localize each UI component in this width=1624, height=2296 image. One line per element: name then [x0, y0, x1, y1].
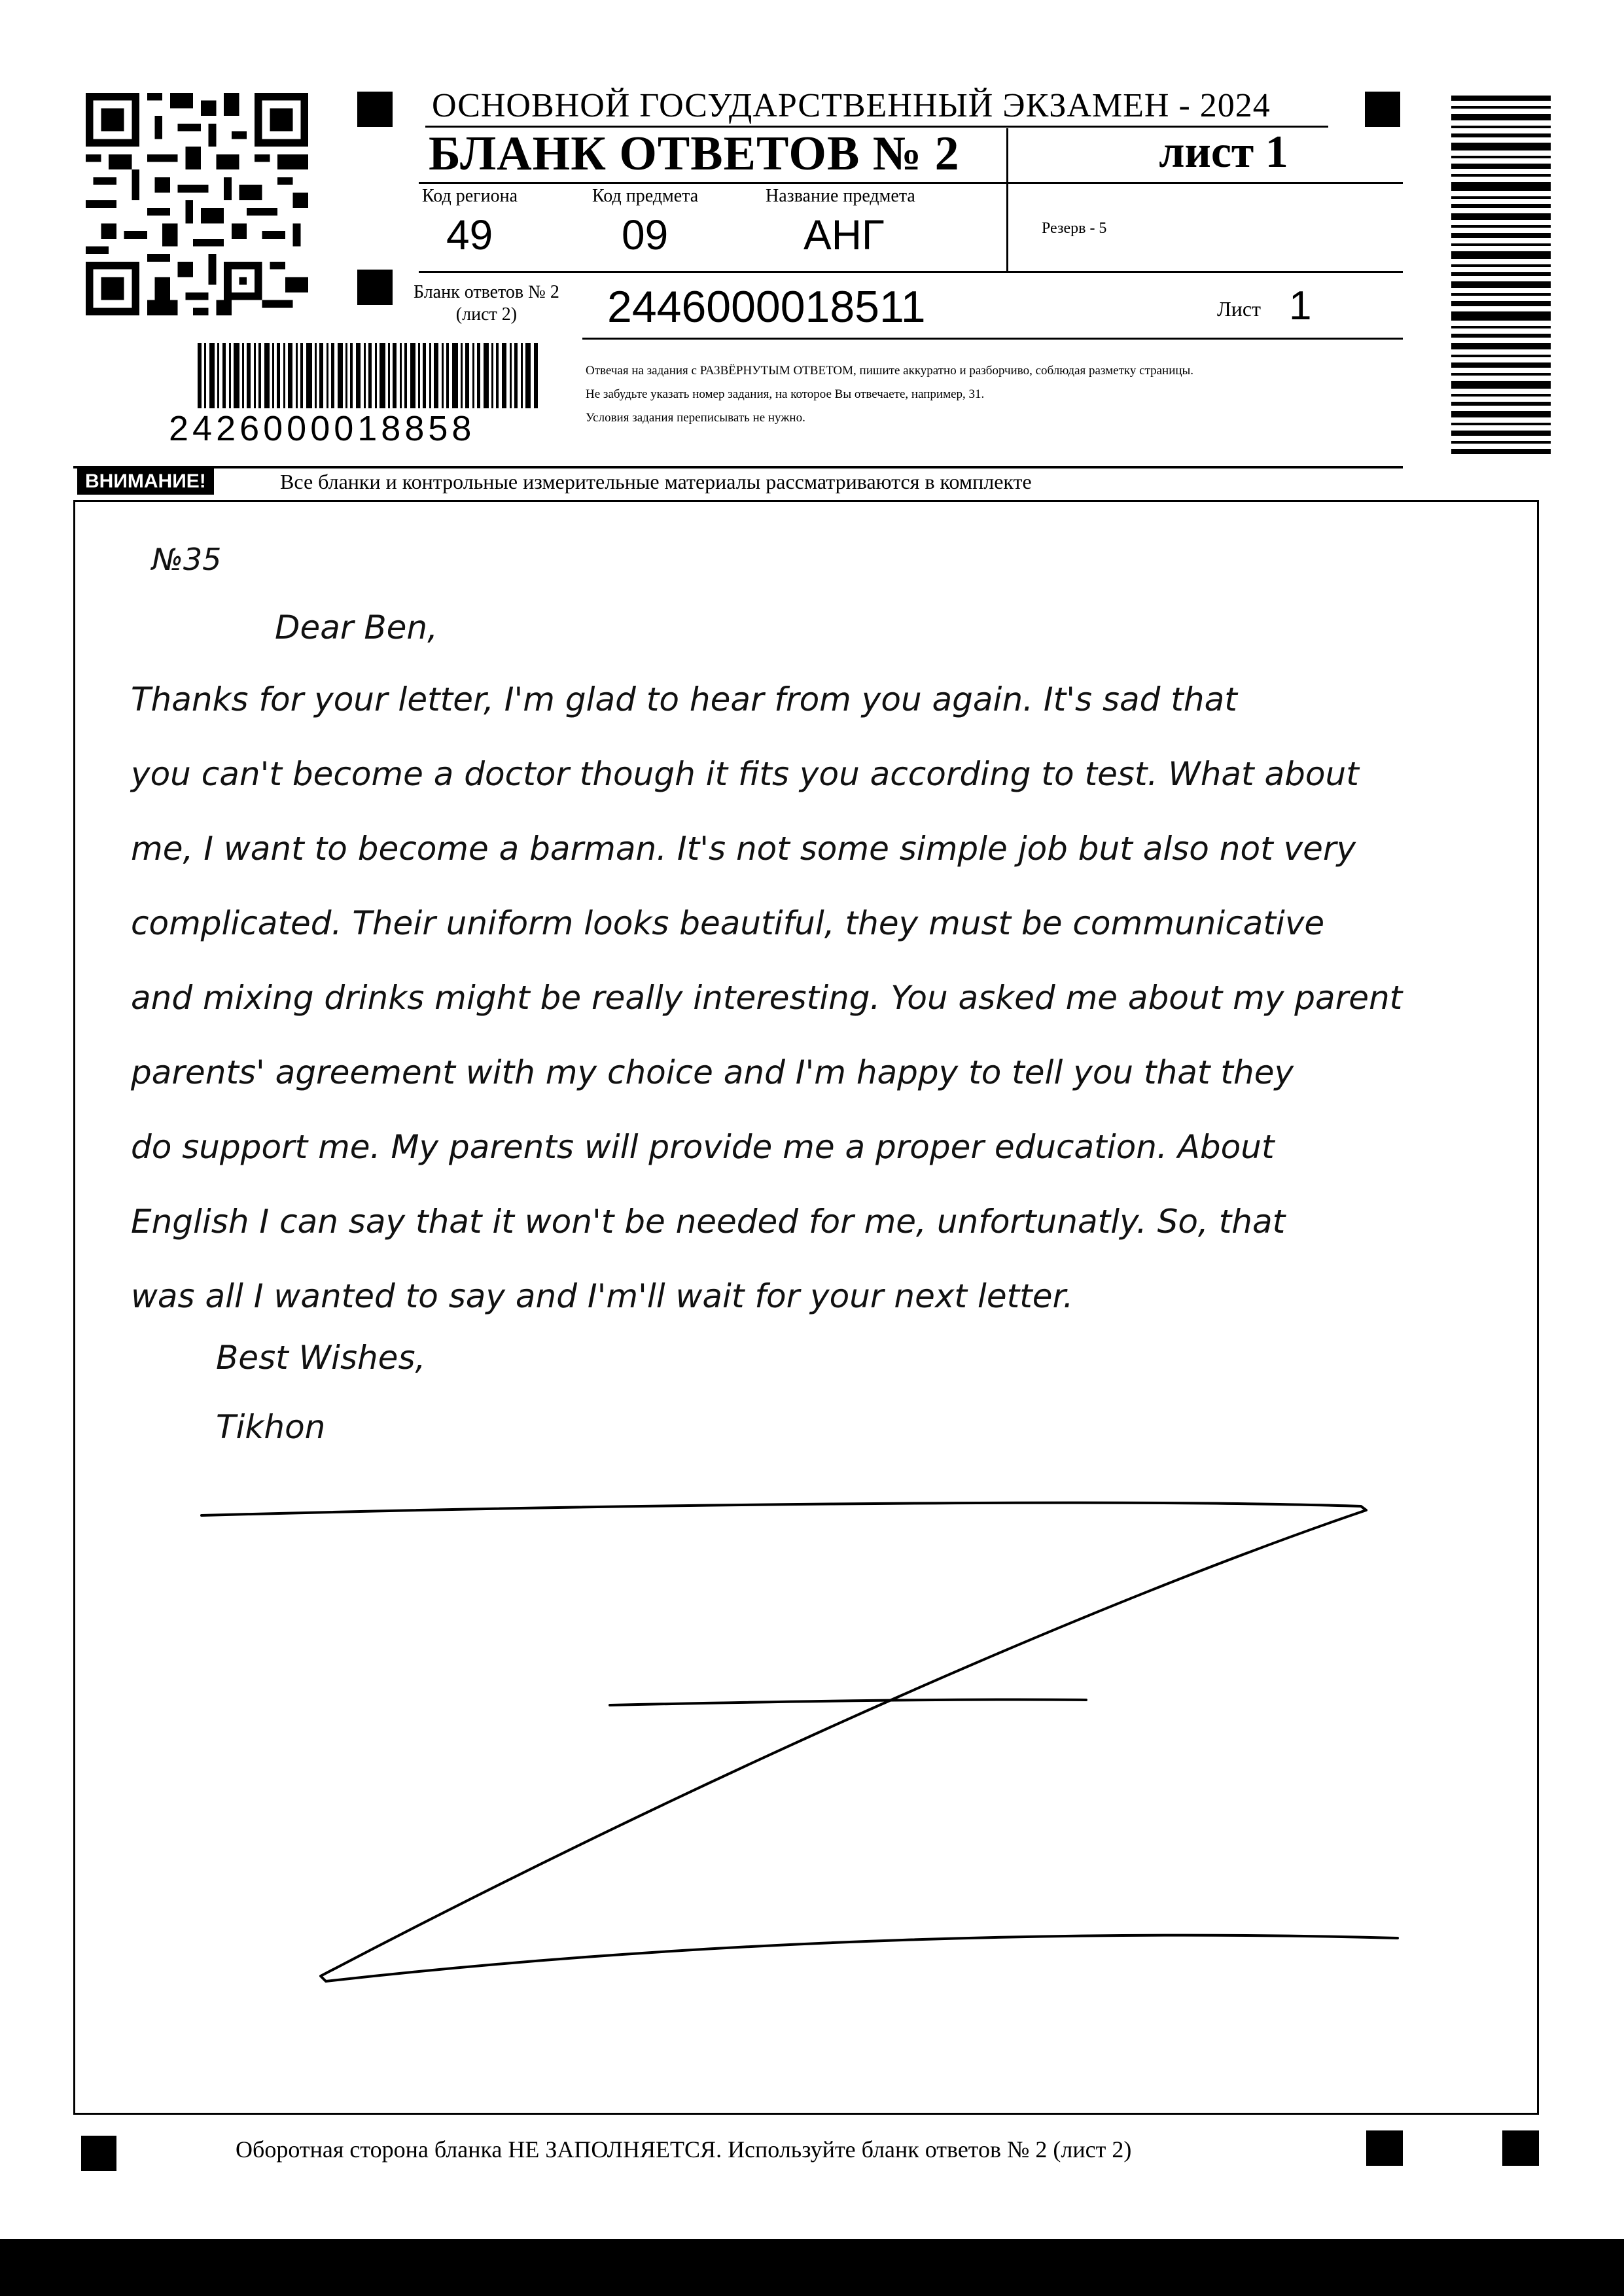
scan-border: [0, 2239, 1624, 2296]
closing: Best Wishes,: [216, 1339, 426, 1377]
subject-code-value: 09: [622, 211, 669, 258]
barcode-number: 2426000018858: [169, 409, 476, 448]
blank-label-line1: Бланк ответов № 2: [414, 282, 559, 302]
answer-line: do support me. My parents will provide me a proper education. About: [131, 1128, 1275, 1166]
greeting: Dear Ben,: [275, 609, 438, 646]
subject-name-value: АНГ: [803, 211, 885, 258]
blank-number: 2446000018511: [607, 282, 926, 332]
list-number: 1: [1289, 283, 1312, 328]
instruction-line: Не забудьте указать номер задания, на которое Вы отвечаете, например, 31.: [586, 387, 985, 401]
answer-line: was all I wanted to say and I'm'll wait for your next letter.: [131, 1277, 1074, 1315]
warning-text: Все бланки и контрольные измерительные материалы рассматриваются в комплекте: [280, 470, 1032, 493]
answer-line: complicated. Their uniform looks beautiful, they must be communicative: [131, 904, 1325, 942]
list-label: Лист: [1217, 297, 1262, 321]
form-title: БЛАНК ОТВЕТОВ № 2: [429, 127, 960, 181]
answer-line: Thanks for your letter, I'm glad to hear from you again. It's sad that: [131, 680, 1237, 718]
reserve-label: Резерв - 5: [1042, 220, 1107, 237]
instruction-line: Отвечая на задания с РАЗВЁРНУТЫМ ОТВЕТОМ, пишите аккуратно и разборчиво, соблюдая разметку страницы.: [586, 364, 1194, 378]
answer-line: me, I want to become a barman. It's not some simple job but also not very: [131, 830, 1356, 868]
task-number: №35: [152, 542, 222, 577]
answer-line: you can't become a doctor though it fits you according to test. What about: [131, 755, 1359, 793]
answer-line: parents' agreement with my choice and I'm happy to tell you that they: [131, 1053, 1294, 1091]
region-label: Код региона: [422, 186, 518, 206]
subject-name-label: Название предмета: [766, 186, 915, 206]
footer-note: Оборотная сторона бланка НЕ ЗАПОЛНЯЕТСЯ. Используйте бланк ответов № 2 (лист 2): [236, 2136, 1132, 2163]
instruction-line: Условия задания переписывать не нужно.: [586, 411, 805, 425]
sheet-title: лист 1: [1159, 127, 1288, 177]
answer-line: English I can say that it won't be needed for me, unfortunatly. So, that: [131, 1203, 1286, 1241]
answer-line: and mixing drinks might be really interesting. You asked me about my parent: [131, 979, 1403, 1017]
subject-code-label: Код предмета: [592, 186, 699, 206]
exam-title: ОСНОВНОЙ ГОСУДАРСТВЕННЫЙ ЭКЗАМЕН - 2024: [432, 87, 1271, 124]
region-value: 49: [446, 211, 493, 258]
signature: Tikhon: [216, 1408, 326, 1446]
warning-badge: ВНИМАНИЕ!: [77, 468, 214, 495]
blank-label-line2: (лист 2): [455, 304, 518, 325]
